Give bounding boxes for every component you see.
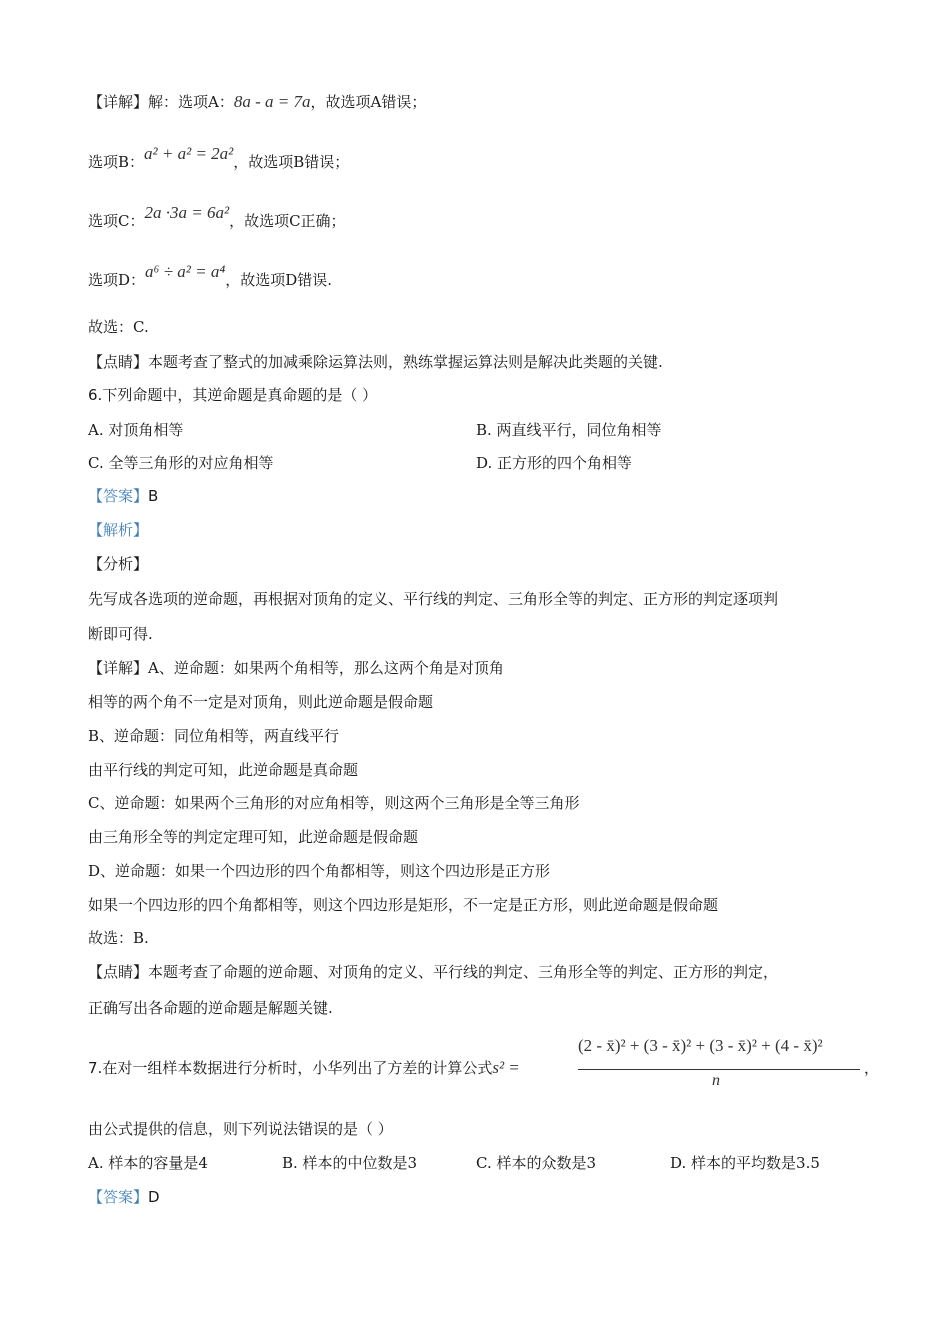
- q7-option-a: A. 样本的容量是4: [88, 1154, 208, 1172]
- q7-option-d: D. 样本的平均数是3.5: [670, 1154, 820, 1172]
- variance-formula: [578, 1036, 862, 1092]
- formula-lhs: s² =: [492, 1058, 520, 1077]
- q6-detail-line: D、逆命题：如果一个四边形的四个角都相等，则这个四边形是正方形: [88, 862, 551, 880]
- detail-option-c: 选项C：2a ·3a = 6a²，故选项C正确；: [88, 203, 346, 230]
- detail-option-a: 【详解】解：选项A：8a - a = 7a，故选项A错误；: [88, 92, 427, 111]
- q7-stem-2: 由公式提供的信息，则下列说法错误的是（ ）: [88, 1120, 393, 1138]
- q6-option-d: D. 正方形的四个角相等: [476, 454, 633, 472]
- equation-a: 8a - a = 7a: [233, 92, 311, 111]
- detail-option-b: 选项B：a² + a² = 2a²，故选项B错误；: [88, 144, 350, 171]
- q6-detail-line: 【详解】A、逆命题：如果两个角相等，那么这两个角是对顶角: [88, 659, 504, 677]
- q6-detail-line: C、逆命题：如果两个三角形的对应角相等，则这两个三角形是全等三角形: [88, 794, 580, 812]
- q5-comment: 【点睛】本题考查了整式的加减乘除运算法则，熟练掌握运算法则是解决此类题的关键.: [88, 353, 663, 371]
- formula-denominator: n: [712, 1072, 720, 1089]
- q6-stem: 6.下列命题中，其逆命题是真命题的是（ ）: [88, 386, 378, 404]
- equation-d: a⁶ ÷ a² = a⁴: [145, 262, 226, 281]
- q6-comment-line: 正确写出各命题的逆命题是解题关键.: [88, 999, 333, 1017]
- q6-detail-line: 相等的两个角不一定是对顶角，则此逆命题是假命题: [88, 693, 434, 711]
- q6-fenxi-tag: 【分析】: [88, 555, 149, 573]
- q6-analysis-tag: 【解析】: [88, 521, 149, 539]
- q6-detail-line: 如果一个四边形的四个角都相等，则这个四边形是矩形，不一定是正方形，则此逆命题是假命题: [88, 896, 719, 914]
- q6-option-b: B. 两直线平行，同位角相等: [476, 421, 662, 439]
- q6-choice: 故选：B.: [88, 929, 149, 947]
- q6-option-a: A. 对顶角相等: [88, 421, 184, 439]
- q6-option-c: C. 全等三角形的对应角相等: [88, 454, 274, 472]
- q7-option-b: B. 样本的中位数是3: [282, 1154, 418, 1172]
- q6-detail-line: 由平行线的判定可知，此逆命题是真命题: [88, 761, 359, 779]
- equation-b: a² + a² = 2a²: [144, 144, 234, 163]
- q7-option-c: C. 样本的众数是3: [476, 1154, 597, 1172]
- q7-answer: 【答案】D: [88, 1188, 160, 1206]
- q7-stem: 7.在对一组样本数据进行分析时，小华列出了方差的计算公式s² =: [88, 1058, 520, 1077]
- detail-option-d: 选项D：a⁶ ÷ a² = a⁴，故选项D错误.: [88, 262, 333, 289]
- fraction-bar: [578, 1069, 860, 1070]
- q6-comment-line: 【点睛】本题考查了命题的逆命题、对顶角的定义、平行线的判定、三角形全等的判定、正方形的判定，: [88, 963, 779, 981]
- q5-choice: 故选：C.: [88, 318, 149, 336]
- q6-detail-line: 由三角形全等的判定定理可知，此逆命题是假命题: [88, 828, 419, 846]
- q6-answer: 【答案】B: [88, 487, 159, 505]
- equation-c: 2a ·3a = 6a²: [144, 203, 230, 222]
- q7-stem-tail: ，: [864, 1059, 880, 1077]
- q6-fenxi-text-2: 断即可得.: [88, 625, 153, 643]
- q6-detail-line: B、逆命题：同位角相等，两直线平行: [88, 727, 340, 745]
- q6-fenxi-text-1: 先写成各选项的逆命题，再根据对顶角的定义、平行线的判定、三角形全等的判定、正方形的判定逐项判: [88, 590, 779, 608]
- formula-numerator: (2 - x̄)² + (3 - x̄)² + (3 - x̄)² + (4 - x̄)²: [578, 1036, 823, 1055]
